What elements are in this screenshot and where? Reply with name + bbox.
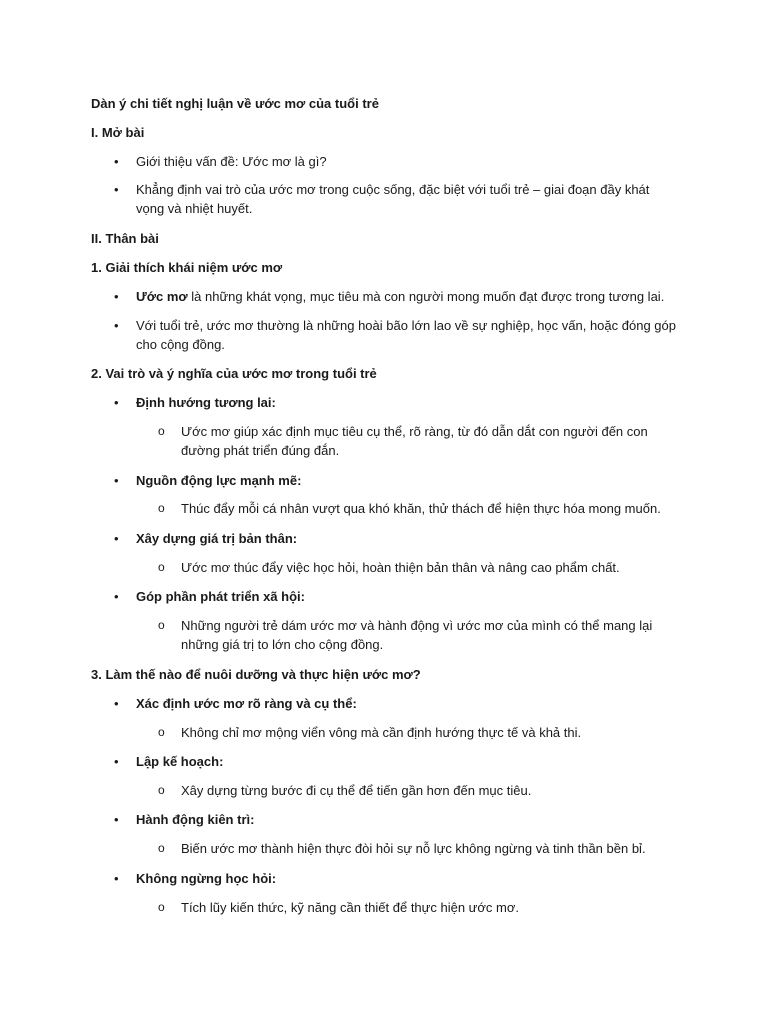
bullet-icon: • [114, 182, 119, 197]
sub-bullet-icon: o [158, 841, 165, 855]
sub-list-item-text: Tích lũy kiến thức, kỹ năng cần thiết để thực hiện ước mơ. [181, 900, 519, 915]
list-item-label: Xây dựng giá trị bản thân: [136, 531, 298, 546]
bullet-icon: • [114, 395, 119, 410]
list-item-text: Giới thiệu vấn đề: Ước mơ là gì? [136, 154, 327, 169]
list-item-text [136, 287, 676, 306]
list-item-text: Khẳng định vai trò của ước mơ trong cuộc sống, đặc biệt với tuổi trẻ – giai đoạn đầy khát vọng và nhiệt huyết. [136, 182, 650, 216]
sub-bullet-icon: o [158, 424, 165, 438]
bullet-icon: • [114, 696, 119, 711]
sub-list-item-text: Những người trẻ dám ước mơ và hành động vì ước mơ của mình có thể mang lại những giá trị to lớn cho cộng đồng. [181, 618, 653, 652]
term-bold: Ước mơ [136, 289, 188, 304]
bullet-icon: • [114, 154, 119, 169]
subsection-heading-how: 3. Làm thế nào để nuôi dưỡng và thực hiện ước mơ? [91, 667, 421, 682]
subsection-heading-definition: 1. Giải thích khái niệm ước mơ [91, 260, 283, 275]
sub-bullet-icon: o [158, 618, 165, 632]
sub-list-item-text: Biến ước mơ thành hiện thực đòi hỏi sự nỗ lực không ngừng và tinh thần bền bỉ. [181, 841, 646, 856]
sub-list-item-text: Không chỉ mơ mộng viển vông mà cần định hướng thực tế và khả thi. [181, 725, 582, 740]
sub-list-item-text: Xây dựng từng bước đi cụ thể để tiến gần hơn đến mục tiêu. [181, 783, 532, 798]
sub-bullet-icon: o [158, 501, 165, 515]
sub-bullet-icon: o [158, 900, 165, 914]
bullet-icon: • [114, 289, 119, 304]
list-item-label: Không ngừng học hỏi: [136, 871, 277, 886]
list-item-label: Xác định ước mơ rõ ràng và cụ thể: [136, 696, 357, 711]
sub-list-item-text: Ước mơ giúp xác định mục tiêu cụ thể, rõ ràng, từ đó dẫn dắt con người đến con đường phát triển đúng đắn. [181, 424, 648, 458]
bullet-icon: • [114, 589, 119, 604]
subsection-heading-role: 2. Vai trò và ý nghĩa của ước mơ trong tuổi trẻ [91, 366, 377, 381]
list-item-label: Nguồn động lực mạnh mẽ: [136, 473, 302, 488]
list-item-label: Lập kế hoạch: [136, 754, 224, 769]
term-definition: là những khát vọng, mục tiêu mà con người mong muốn đạt được trong tương lai. [187, 289, 665, 304]
list-item-label: Định hướng tương lai: [136, 395, 276, 410]
sub-bullet-icon: o [158, 560, 165, 574]
bullet-icon: • [114, 754, 119, 769]
list-item-label: Hành động kiên trì: [136, 812, 255, 827]
document-title: Dàn ý chi tiết nghị luận về ước mơ của tuổi trẻ [91, 96, 379, 111]
list-item-label: Góp phần phát triển xã hội: [136, 589, 305, 604]
bullet-icon: • [114, 473, 119, 488]
sub-bullet-icon: o [158, 783, 165, 797]
bullet-icon: • [114, 318, 119, 333]
sub-bullet-icon: o [158, 725, 165, 739]
list-item-text: Với tuổi trẻ, ước mơ thường là những hoài bão lớn lao về sự nghiệp, học vấn, hoặc đóng góp cho cộng đồng. [136, 318, 676, 352]
sub-list-item-text: Ước mơ thúc đẩy việc học hỏi, hoàn thiện bản thân và nâng cao phẩm chất. [181, 560, 620, 575]
bullet-icon: • [114, 531, 119, 546]
bullet-icon: • [114, 812, 119, 827]
bullet-icon: • [114, 871, 119, 886]
section-heading-intro: I. Mở bài [91, 125, 145, 140]
sub-list-item-text: Thúc đẩy mỗi cá nhân vượt qua khó khăn, thử thách để hiện thực hóa mong muốn. [181, 501, 661, 516]
section-heading-body: II. Thân bài [91, 231, 159, 246]
